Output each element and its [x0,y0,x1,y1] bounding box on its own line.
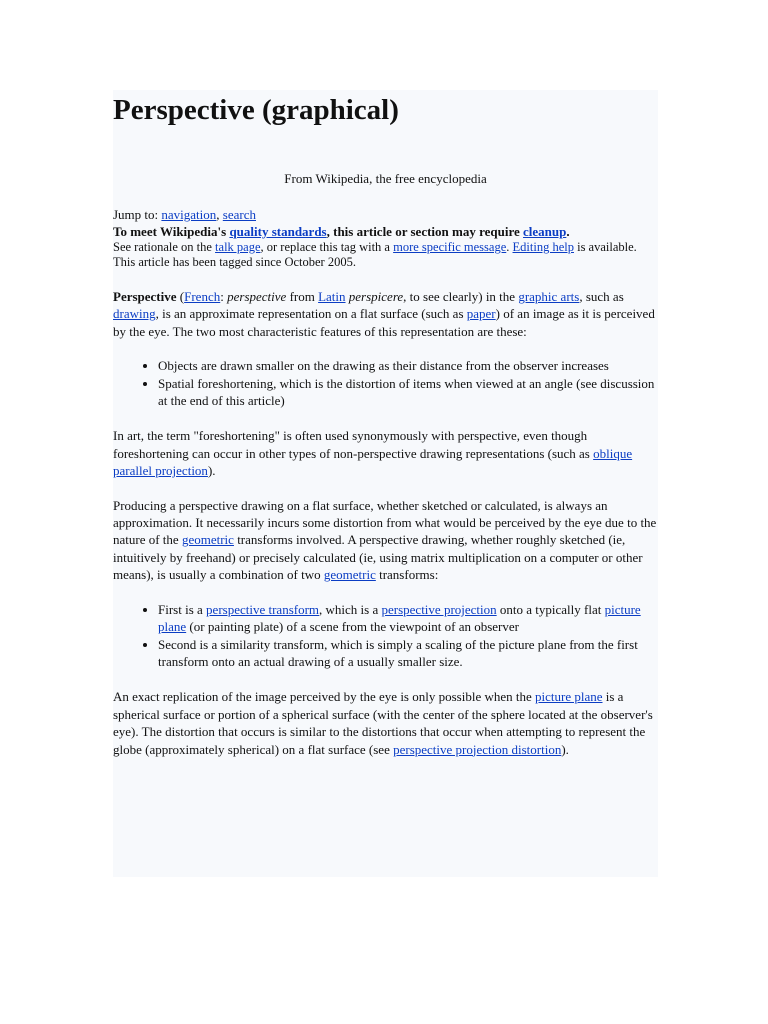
paper-link[interactable]: paper [466,306,496,322]
intro-text: ( [176,289,185,304]
rationale-text-4: is available. [573,240,637,254]
picture-plane-link[interactable]: picture plane [158,601,641,635]
intro-bold-term: Perspective [113,289,177,304]
jump-separator: , [216,207,223,222]
list-item: • Objects are drawn smaller on the drawing as their distance from the observer increases [158,357,658,374]
intro-text: from [286,289,319,304]
paragraph-text: transforms involved. A perspective drawing, whether roughly sketched (ie, intuitively by freehand) or precisely calculated (ie, using matrix multiplication on a computer or other means), is usually a combination of two [113,532,643,583]
editing-help-link[interactable]: Editing help [512,240,574,254]
tagged-since: This article has been tagged since October 2005. [113,255,356,269]
cleanup-mid: , this article or section may require [326,224,524,239]
page-title: Perspective (graphical) [113,94,399,126]
list-text: onto a typically flat [496,601,605,617]
foreshortening-paragraph [113,427,658,479]
paragraph-text: ). [207,463,216,479]
paragraph-text: transforms: [375,567,439,583]
cleanup-headline [113,223,658,240]
oblique-projection-link[interactable]: oblique parallel projection [113,445,633,479]
paragraph-text: Producing a perspective drawing on a flat surface, whether sketched or calculated, is always an approximation. It necessarily incurs some distortion from what would be perceived by the eye due to the nature of the [113,497,657,548]
jump-prefix: Jump to: [113,207,162,222]
geometric-link[interactable]: geometric [181,532,234,548]
graphic-arts-link[interactable]: graphic arts [518,289,580,304]
cleanup-lead: To meet Wikipedia's [113,224,230,239]
quality-standards-link[interactable]: quality standards [229,224,327,239]
list-text: (or painting plate) of a scene from the viewpoint of an observer [186,619,519,635]
cleanup-end: . [566,224,570,239]
french-link[interactable]: French [184,289,221,304]
geometric-link-2[interactable]: geometric [323,567,376,583]
picture-plane-link-2[interactable]: picture plane [535,689,603,705]
intro-text: ) of an image as it is perceived by the eye. The two most characteristic features of this representation are these: [113,306,655,339]
intro-italic-perspicere: perspicere [348,289,404,304]
drawing-link[interactable]: drawing [113,306,156,322]
specific-message-link[interactable]: more specific message [393,240,507,254]
talk-page-link[interactable]: talk page [215,240,261,254]
intro-text: , is an approximate representation on a flat surface (such as [155,306,467,322]
tagline: From Wikipedia, the free encyclopedia [284,171,487,186]
intro-text: : [220,289,228,304]
list-item: • Spatial foreshortening, which is the distortion of items when viewed at an angle (see discussion at the end of this article) [158,375,658,410]
jump-links [113,206,658,223]
intro-text: , such as [579,289,624,304]
rationale-text: See rationale on the [113,240,216,254]
intro-paragraph [113,288,658,340]
paragraph-text: An exact replication of the image perceived by the eye is only possible when the [113,689,535,705]
list-item: • Second is a similarity transform, which is simply a scaling of the picture plane from the first transform onto an actual drawing of a usually smaller size. [158,636,658,671]
transforms-list [113,601,658,671]
perspective-transform-link[interactable]: perspective transform [206,601,320,617]
intro-italic-perspective: perspective [227,289,287,304]
latin-link[interactable]: Latin [318,289,346,304]
cleanup-link[interactable]: cleanup [523,224,567,239]
intro-text: , to see clearly) in the [403,289,519,304]
approximation-paragraph [113,497,658,584]
replication-paragraph [113,688,658,758]
cleanup-notice [113,223,658,270]
list-text: First is a [158,601,207,617]
rationale-text-3: . [506,240,513,254]
paragraph-text: is a spherical surface or portion of a spherical surface (with the center of the sphere located at the observer's eye). The distortion that occurs is similar to the distortions that occur when attempting to represent the globe (approximately spherical) on a flat surface (see [113,689,653,757]
list-item [158,601,658,636]
paragraph-text: ). [561,741,569,757]
rationale-text-2: , or replace this tag with a [260,240,394,254]
paragraph-text: In art, the term "foreshortening" is often used synonymously with perspective, even though foreshortening can occur in other types of non-perspective drawing representations (such as [113,428,594,461]
cleanup-rationale [113,240,658,255]
features-list [113,357,658,409]
perspective-projection-link[interactable]: perspective projection [381,601,497,617]
search-link[interactable]: search [222,207,256,222]
list-text: , which is a [319,601,382,617]
navigation-link[interactable]: navigation [161,207,217,222]
article [113,90,658,758]
projection-distortion-link[interactable]: perspective projection distortion [393,741,562,757]
